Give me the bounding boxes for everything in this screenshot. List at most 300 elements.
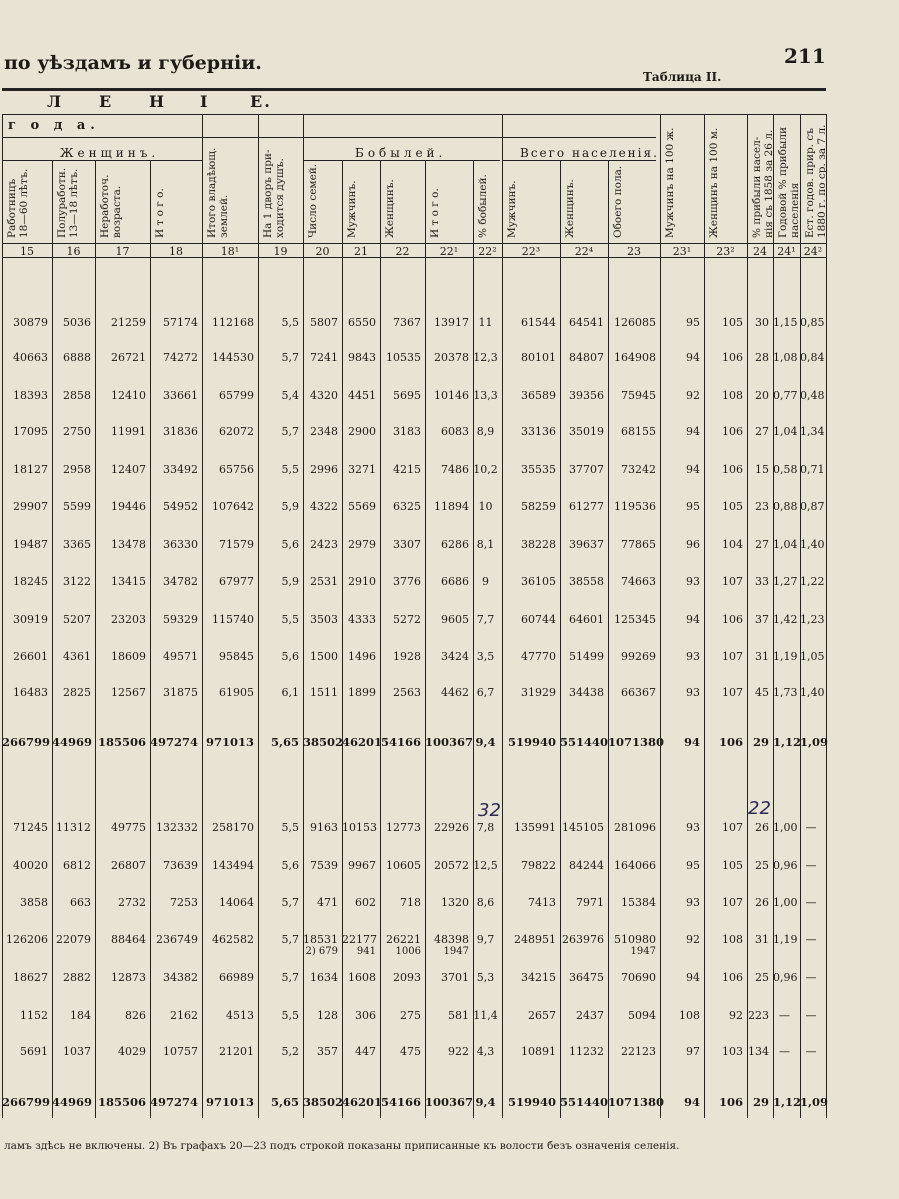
table-cell: 0,88 (773, 500, 798, 513)
table-cell: 9605 (441, 613, 469, 626)
column-number: 20 (315, 245, 330, 258)
table-cell: 46201 (342, 1095, 383, 1109)
table-cell: 7413 (528, 896, 556, 909)
column-number: 22⁴ (574, 245, 594, 258)
table-cell: 3503 (310, 613, 338, 626)
table-cell: 106 (722, 463, 743, 476)
table-cell: 33 (755, 575, 769, 588)
table-cell: 2657 (528, 1009, 556, 1022)
column-header: % прибыли насел- нія съ 1858 за 26 л. (751, 129, 775, 238)
table-cell: 107 (722, 821, 743, 834)
table-cell: 922 (448, 1045, 469, 1058)
table-cell: 99269 (621, 650, 656, 663)
header-rule (2, 137, 656, 138)
column-header: На 1 дворъ при- ходится душъ. (262, 149, 286, 238)
handwritten-mark: 22 (748, 798, 771, 819)
table-cell: 8,9 (476, 425, 495, 438)
table-cell: 143494 (212, 859, 254, 872)
table-cell: 17095 (13, 425, 48, 438)
table-cell: 108 (722, 389, 743, 402)
table-cell: 73639 (163, 859, 198, 872)
table-cell: 5094 (628, 1009, 656, 1022)
table-cell: 5,4 (281, 389, 299, 402)
table-cell-subvalue: 1947 (443, 946, 469, 957)
table-cell: 1152 (20, 1009, 48, 1022)
table-cell: 5,65 (270, 735, 299, 749)
table-cell: — (805, 1009, 817, 1022)
table-cell: 1,04 (773, 425, 798, 438)
band-letter: І (200, 92, 210, 111)
table-cell: 9,4 (475, 735, 496, 749)
table-cell: 7,8 (476, 821, 495, 834)
table-cell: 12410 (111, 389, 146, 402)
table-cell: 6,7 (476, 686, 495, 699)
table-cell: 94 (686, 425, 700, 438)
table-cell: 93 (686, 650, 700, 663)
table-cell: 10605 (386, 859, 421, 872)
column-header: Итого владѣющ. землей. (206, 147, 230, 238)
column-header: Ест. годов. прир. съ 1880 г. по ср. за 7 л. (804, 124, 828, 238)
table-cell: 6,1 (281, 686, 299, 699)
column-header: Женщинъ на 100 м. (708, 127, 720, 238)
table-cell: 581 (448, 1009, 469, 1022)
handwritten-mark: 32 (478, 800, 501, 821)
table-cell: 20572 (434, 859, 469, 872)
column-number: 16 (66, 245, 81, 258)
table-cell: 106 (718, 735, 743, 749)
table-cell: 94 (686, 613, 700, 626)
table-cell: 718 (400, 896, 421, 909)
table-cell: 128 (317, 1009, 338, 1022)
table-cell: 1,22 (800, 575, 825, 588)
table-cell: 2858 (63, 389, 91, 402)
table-cell: 0,58 (773, 463, 798, 476)
table-cell: 223 (748, 1009, 769, 1022)
table-cell: 103 (722, 1045, 743, 1058)
column-number: 23¹ (672, 245, 692, 258)
table-cell: 46201 (342, 735, 383, 749)
table-cell: 39356 (569, 389, 604, 402)
table-cell: 66367 (621, 686, 656, 699)
column-number: 22² (478, 245, 497, 258)
table-cell: 48398 1947 (425, 933, 469, 957)
table-cell: 1,15 (773, 316, 798, 329)
table-cell: 7539 (310, 859, 338, 872)
spaced-title-band (2, 90, 826, 115)
table-cell: 29 (752, 735, 769, 749)
table-cell: 497274 (150, 1095, 199, 1109)
table-cell: 65756 (219, 463, 254, 476)
table-cell: 248951 (514, 933, 556, 946)
footnote: ламъ здѣсь не включены. 2) Въ графахъ 20—23 подъ строкой показаны приписанные къ волости безъ означенія селенія. (4, 1140, 680, 1152)
header-rule (502, 160, 656, 161)
table-cell: 5,65 (270, 1095, 299, 1109)
table-cell: 26 (755, 896, 769, 909)
table-cell: 3271 (348, 463, 376, 476)
table-cell: 35535 (521, 463, 556, 476)
column-number: 17 (115, 245, 130, 258)
table-cell: 96 (686, 538, 700, 551)
column-number: 24¹ (777, 245, 796, 258)
table-cell: 5,7 (281, 425, 299, 438)
table-cell: 2958 (63, 463, 91, 476)
table-cell: 105 (722, 316, 743, 329)
table-cell: 31929 (521, 686, 556, 699)
table-cell: 12567 (111, 686, 146, 699)
table-cell: 263976 (562, 933, 604, 946)
table-cell: 4029 (118, 1045, 146, 1058)
table-cell: 6083 (441, 425, 469, 438)
table-cell: 28 (755, 351, 769, 364)
table-cell: 18609 (111, 650, 146, 663)
table-cell: 4361 (63, 650, 91, 663)
table-cell: 22123 (621, 1045, 656, 1058)
table-cell: 1,19 (773, 650, 798, 663)
table-cell: 2825 (63, 686, 91, 699)
table-cell: 1,23 (800, 613, 825, 626)
table-cell: 135991 (514, 821, 556, 834)
column-header: Обоего пола. (612, 165, 624, 238)
column-number: 24² (803, 245, 823, 258)
table-cell: 9,7 (476, 933, 495, 946)
table-cell: 94 (683, 735, 700, 749)
table-cell: 6888 (63, 351, 91, 364)
table-cell: 14064 (219, 896, 254, 909)
table-cell: 22926 (434, 821, 469, 834)
table-cell: 4513 (226, 1009, 254, 1022)
table-cell: 1,08 (773, 351, 798, 364)
table-cell: 185506 (97, 1095, 146, 1109)
table-cell: 9163 (310, 821, 338, 834)
column-number: 24 (753, 245, 767, 258)
table-cell: 2423 (310, 538, 338, 551)
table-cell: 2882 (63, 971, 91, 984)
table-cell: 71245 (13, 821, 48, 834)
table-cell: 826 (125, 1009, 146, 1022)
table-cell: 145105 (562, 821, 604, 834)
table-cell: 94 (686, 971, 700, 984)
table-cell: 1,40 (800, 538, 825, 551)
table-cell: 2910 (348, 575, 376, 588)
table-cell: 34215 (521, 971, 556, 984)
table-cell: 2750 (63, 425, 91, 438)
table-cell: 1496 (348, 650, 376, 663)
page-number: 211 (784, 44, 826, 68)
table-cell: 551440 (560, 1095, 609, 1109)
table-cell: 8,6 (476, 896, 495, 909)
table-cell: 93 (686, 575, 700, 588)
table-cell: 2996 (310, 463, 338, 476)
table-cell: 95 (686, 859, 700, 872)
table-cell: 1,40 (800, 686, 825, 699)
table-cell: 95845 (219, 650, 254, 663)
table-cell-subvalue: 2) 679 (305, 946, 338, 957)
table-cell: 107 (722, 896, 743, 909)
table-cell: 12407 (111, 463, 146, 476)
table-cell: 38228 (521, 538, 556, 551)
table-cell: 1,04 (773, 538, 798, 551)
table-cell: 7367 (393, 316, 421, 329)
table-cell: 19446 (111, 500, 146, 513)
table-cell: — (805, 821, 817, 834)
table-cell: 3122 (63, 575, 91, 588)
band-letter: Л (47, 92, 64, 111)
table-cell: 37707 (569, 463, 604, 476)
table-cell: 6550 (348, 316, 376, 329)
column-number: 21 (354, 245, 368, 258)
table-cell: 75945 (621, 389, 656, 402)
table-cell: 1,27 (773, 575, 798, 588)
table-cell: 40020 (13, 859, 48, 872)
table-cell: 7253 (170, 896, 198, 909)
column-number: 22¹ (439, 245, 459, 258)
table-cell: 5,7 (281, 351, 299, 364)
table-cell: 971013 (205, 735, 254, 749)
table-cell: 92 (729, 1009, 743, 1022)
table-cell: 306 (355, 1009, 376, 1022)
table-cell: 6686 (441, 575, 469, 588)
table-cell: 107642 (212, 500, 254, 513)
table-cell: 34438 (569, 686, 604, 699)
table-cell: 10535 (386, 351, 421, 364)
table-cell: 134 (748, 1045, 769, 1058)
table-cell: 0,85 (800, 316, 825, 329)
table-cell: 61544 (521, 316, 556, 329)
table-cell: 70690 (621, 971, 656, 984)
table-cell: 125345 (614, 613, 656, 626)
table-cell: 13478 (111, 538, 146, 551)
table-cell: — (805, 896, 817, 909)
table-cell: 9 (482, 575, 489, 588)
table-cell: 10146 (434, 389, 469, 402)
table-cell: 2093 (393, 971, 421, 984)
table-cell: 40663 (13, 351, 48, 364)
table-cell: 3776 (393, 575, 421, 588)
table-cell: 0,84 (800, 351, 825, 364)
column-number: 23² (716, 245, 735, 258)
table-cell: 10153 (342, 821, 377, 834)
table-cell: 12873 (111, 971, 146, 984)
table-cell: 5272 (393, 613, 421, 626)
table-cell: 6286 (441, 538, 469, 551)
band-letter: Е. (250, 92, 272, 111)
table-cell: 9967 (348, 859, 376, 872)
table-cell: 1071380 (608, 735, 665, 749)
table-cell: 5,5 (281, 613, 299, 626)
table-cell: 1511 (310, 686, 338, 699)
table-cell: 5,5 (281, 316, 299, 329)
table-cell: 5207 (63, 613, 91, 626)
table-cell: 107 (722, 575, 743, 588)
table-cell: 65799 (219, 389, 254, 402)
table-cell: 1,05 (800, 650, 825, 663)
column-header: Мужчинъ. (346, 180, 358, 238)
table-cell: 3858 (20, 896, 48, 909)
table-cell: 971013 (205, 1095, 254, 1109)
column-number: 18¹ (220, 245, 240, 258)
table-cell: 5,5 (281, 821, 299, 834)
group-header-total-population: Всего населенія. (520, 146, 659, 160)
table-cell: 73242 (621, 463, 656, 476)
table-cell: 36330 (163, 538, 198, 551)
table-cell: 8,1 (476, 538, 495, 551)
table-cell: 26721 (111, 351, 146, 364)
table-cell: 60744 (521, 613, 556, 626)
table-cell: 11894 (434, 500, 469, 513)
table-cell: 15384 (621, 896, 656, 909)
column-header: Мужчинъ на 100 ж. (664, 127, 676, 238)
table-cell: 95 (686, 316, 700, 329)
table-cell: 11991 (111, 425, 146, 438)
table-cell: 281096 (614, 821, 656, 834)
column-header: И т о г о. (429, 188, 441, 238)
table-cell: 1608 (348, 971, 376, 984)
table-cell: 184 (70, 1009, 91, 1022)
group-header-bobyli: Бобылей. (355, 146, 447, 160)
table-cell: 10 (478, 500, 493, 513)
table-cell: 5,9 (281, 575, 299, 588)
table-cell: 57174 (163, 316, 198, 329)
table-cell: 4322 (310, 500, 338, 513)
table-cell: 106 (722, 971, 743, 984)
table-cell: 30 (755, 316, 769, 329)
table-cell: 30879 (13, 316, 48, 329)
table-cell: 108 (722, 933, 743, 946)
table-cell: 10891 (521, 1045, 556, 1058)
table-cell-subvalue: 1947 (630, 946, 656, 957)
table-cell: 33136 (521, 425, 556, 438)
table-cell: 10757 (163, 1045, 198, 1058)
table-cell: 92 (686, 933, 700, 946)
table-cell: 1899 (348, 686, 376, 699)
table-cell: 164908 (614, 351, 656, 364)
table-cell: 236749 (156, 933, 198, 946)
table-cell: 64541 (569, 316, 604, 329)
table-cell: 497274 (150, 735, 199, 749)
table-cell: 107 (722, 650, 743, 663)
table-cell: 13917 (434, 316, 469, 329)
table-cell: 5,5 (281, 463, 299, 476)
table-cell: 36475 (569, 971, 604, 984)
table-cell: 1,09 (800, 1095, 829, 1109)
table-cell: 602 (355, 896, 376, 909)
column-header: Число семей. (307, 163, 319, 238)
table-cell: 112168 (212, 316, 254, 329)
table-cell: 9843 (348, 351, 376, 364)
table-cell: — (805, 859, 817, 872)
table-cell: 1037 (63, 1045, 91, 1058)
table-cell: 164066 (614, 859, 656, 872)
table-cell: 79822 (521, 859, 556, 872)
table-cell: 106 (718, 1095, 743, 1109)
table-cell: 5,2 (281, 1045, 299, 1058)
table-cell: — (805, 971, 817, 984)
table-cell: 104 (722, 538, 743, 551)
table-cell: 1,73 (773, 686, 798, 699)
column-number: 22 (395, 245, 410, 258)
table-cell: 1320 (441, 896, 469, 909)
table-cell: 51499 (569, 650, 604, 663)
table-cell: 26807 (111, 859, 146, 872)
table-cell: 36105 (521, 575, 556, 588)
table-cell: 0,96 (773, 859, 798, 872)
table-cell: 33661 (163, 389, 198, 402)
table-cell: 47770 (521, 650, 556, 663)
group-header-women: Женщинъ. (60, 146, 160, 160)
table-cell: 18393 (13, 389, 48, 402)
table-cell: 29907 (13, 500, 48, 513)
table-cell: 44969 (52, 735, 93, 749)
table-cell: 18245 (13, 575, 48, 588)
table-cell: 34382 (163, 971, 198, 984)
column-number: 18 (169, 245, 183, 258)
table-cell: 357 (317, 1045, 338, 1058)
table-cell: 12,3 (473, 351, 498, 364)
table-cell: 38502 (303, 735, 344, 749)
table-cell: 36589 (521, 389, 556, 402)
column-header: Полуработн. 13—18 лѣтъ. (56, 167, 80, 238)
table-cell: 185506 (97, 735, 146, 749)
table-cell: 100367 (425, 1095, 474, 1109)
table-cell: 0,48 (800, 389, 825, 402)
table-cell: 1,12 (773, 735, 802, 749)
table-cell: 5,7 (281, 933, 299, 946)
table-cell: 92 (686, 389, 700, 402)
year-band (2, 115, 656, 138)
table-cell: 1,09 (800, 735, 829, 749)
column-number: 19 (273, 245, 288, 258)
table-cell: 1,42 (773, 613, 798, 626)
column-header: Мужчинъ. (506, 180, 518, 238)
column-rule (826, 114, 827, 1118)
column-header: Женщинъ. (564, 179, 576, 238)
table-cell: 105 (722, 500, 743, 513)
table-cell: 5,7 (281, 971, 299, 984)
table-cell: 7971 (576, 896, 604, 909)
table-cell: 663 (70, 896, 91, 909)
table-cell: 93 (686, 686, 700, 699)
table-cell: 4462 (441, 686, 469, 699)
table-cell: 18127 (13, 463, 48, 476)
table-cell: 66989 (219, 971, 254, 984)
table-cell: 105 (722, 859, 743, 872)
table-cell: — (805, 1045, 817, 1058)
page-running-title: по уѣздамъ и губерніи. (4, 52, 262, 74)
table-cell: 5,3 (476, 971, 495, 984)
table-cell: 39637 (569, 538, 604, 551)
table-cell: 266799 (2, 735, 51, 749)
table-cell: 9,4 (475, 1095, 496, 1109)
table-cell: 0,87 (800, 500, 825, 513)
table-cell: 5807 (310, 316, 338, 329)
column-number: 15 (20, 245, 34, 258)
table-cell: 20378 (434, 351, 469, 364)
table-cell: 74663 (621, 575, 656, 588)
band-letter: Н (149, 92, 167, 111)
table-cell: 23 (755, 500, 769, 513)
table-cell: 519940 (507, 735, 556, 749)
table-cell: 1071380 (608, 1095, 665, 1109)
table-cell: 2900 (348, 425, 376, 438)
column-header: И т о г о. (154, 188, 166, 238)
table-cell: 25 (755, 971, 769, 984)
table-cell: 13,3 (473, 389, 498, 402)
table-cell: 61905 (219, 686, 254, 699)
table-cell: 0,96 (773, 971, 798, 984)
table-cell: 45 (755, 686, 769, 699)
table-cell: 107 (722, 686, 743, 699)
table-cell: 5036 (63, 316, 91, 329)
